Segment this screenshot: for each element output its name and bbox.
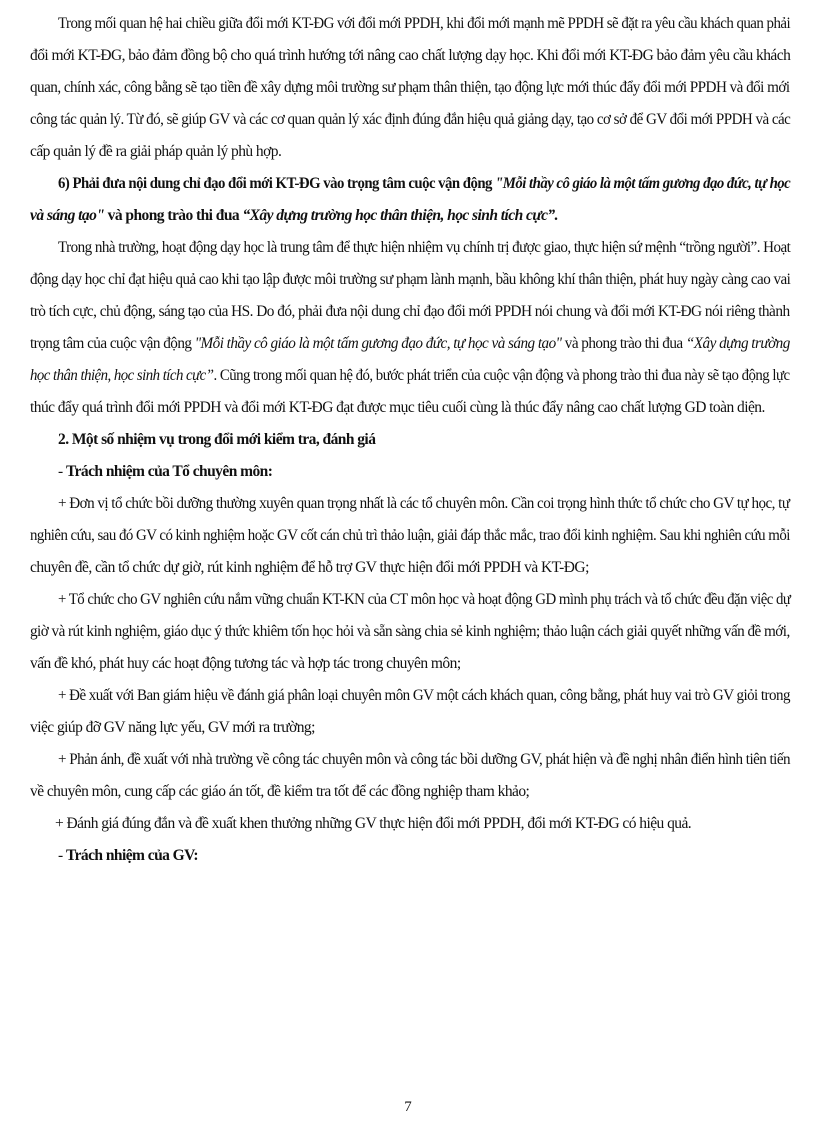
- paragraph-2-line-4: [30, 334, 790, 354]
- heading-6-quote-2: “Xây dựng trường học thân thiện, học sinh tích cực”.: [242, 207, 558, 224]
- subheading-gv-text: Trách nhiệm của GV:: [65, 847, 199, 864]
- section-2-heading: 2. Một số nhiệm vụ trong đổi mới kiểm tra, đánh giá: [58, 431, 376, 448]
- paragraph-2-line-6: thúc đẩy quá trình đổi mới PPDH và đổi mới KT-ĐG đạt được mục tiêu cuối cùng là thúc đẩy nâng cao chất lượng GD toàn diện.: [30, 399, 765, 416]
- dash-bullet: -: [58, 463, 66, 480]
- paragraph-2-line-3: trò tích cực, chủ động, sáng tạo của HS. Do đó, phải đưa nội dung chỉ đạo đổi mới PPDH nói chung và đổi mới KT-ĐG nói riêng thành: [30, 303, 790, 320]
- paragraph-2-text-2: và phong trào thi đua: [561, 335, 686, 352]
- subheading-gv: [58, 846, 790, 866]
- heading-6-text-2: và phong trào thi đua: [104, 207, 243, 224]
- paragraph-2-line-2: động dạy học chỉ đạt hiệu quả cao khi tạo lập được môi trường sư phạm lành mạnh, bầu không khí thân thiện, phát huy ngày càng cao vai: [30, 271, 791, 288]
- paragraph-1-line-4: công tác quản lý. Từ đó, sẽ giúp GV và các cơ quan quản lý xác định đúng đắn hiệu quả giảng dạy, tạo cơ sở để GV đổi mới PPDH và các: [30, 111, 791, 128]
- item-5-line-1: + Đánh giá đúng đắn và đề xuất khen thưởng những GV thực hiện đổi mới PPDH, đổi mới KT-ĐG có hiệu quả.: [55, 815, 692, 832]
- item-2-line-3: vấn đề khó, phát huy các hoạt động tương tác và hợp tác trong chuyên môn;: [30, 655, 461, 672]
- paragraph-1-line-3: quan, chính xác, công bằng sẽ tạo tiền đề xây dựng môi trường sư phạm thân thiện, tạo động lực mới thúc đẩy đổi mới PPDH và đổi mới: [30, 79, 790, 96]
- paragraph-1-line-1: Trong mối quan hệ hai chiều giữa đổi mới KT-ĐG với đổi mới PPDH, khi đổi mới mạnh mẽ PPDH sẽ đặt ra yêu cầu khách quan phải: [58, 15, 791, 32]
- heading-6-quote: "Mỗi thầy cô giáo là một tấm gương đạo đức, tự học: [495, 175, 791, 192]
- paragraph-2-quote-2-end: học thân thiện, học sinh tích cực”: [30, 367, 214, 384]
- page-number: 7: [404, 1099, 412, 1115]
- paragraph-1-line-5: cấp quản lý đề ra giải pháp quản lý phù hợp.: [30, 143, 282, 160]
- item-2-line-1: + Tổ chức cho GV nghiên cứu nắm vững chuẩn KT-KN của CT môn học và hoạt động GD mình phụ trách và tổ chức đều đặn việc dự: [58, 591, 791, 608]
- item-4-line-2: về chuyên môn, cung cấp các giáo án tốt, đề kiểm tra tốt để các đồng nghiệp tham khảo;: [30, 783, 530, 800]
- item-1-line-2: nghiên cứu, sau đó GV có kinh nghiệm hoặc GV cốt cán chủ trì thảo luận, giải đáp thắc mắc, trao đổi kinh nghiệm. Sau khi nghiên cứu mỗi: [30, 527, 790, 544]
- dash-bullet-2: -: [58, 847, 66, 864]
- subheading-to-chuyen-mon: [58, 462, 790, 482]
- paragraph-2-text-3: . Cũng trong mối quan hệ đó, bước phát triển của cuộc vận động và phong trào thi đua này sẽ tạo động lực: [213, 367, 790, 384]
- item-1-line-3: chuyên đề, cần tổ chức dự giờ, rút kinh nghiệm để hỗ trợ GV thực hiện đổi mới PPDH và KT-ĐG;: [30, 559, 589, 576]
- item-3-line-1: + Đề xuất với Ban giám hiệu về đánh giá phân loại chuyên môn GV một cách khách quan, công bằng, phát huy vai trò GV giỏi trong: [58, 687, 790, 704]
- paragraph-2-quote-1: "Mỗi thầy cô giáo là một tấm gương đạo đức, tự học và sáng tạo": [194, 335, 562, 352]
- subheading-text: Trách nhiệm của Tổ chuyên môn:: [65, 463, 273, 480]
- item-2-line-2: giờ và rút kinh nghiệm, giáo dục ý thức khiêm tốn học hỏi và sẵn sàng chia sẻ kinh nghiệm; thảo luận cách giải quyết những vấn đề mới,: [30, 623, 790, 640]
- paragraph-2-line-5: [30, 366, 790, 386]
- heading-6-text: 6) Phải đưa nội dung chỉ đạo đổi mới KT-ĐG vào trọng tâm cuộc vận động: [58, 175, 496, 192]
- paragraph-2-line-1: Trong nhà trường, hoạt động dạy học là trung tâm để thực hiện nhiệm vụ chính trị được giao, thực hiện sứ mệnh “trồng người”. Hoạt: [58, 239, 791, 256]
- heading-6-quote-end: và sáng tạo": [30, 207, 105, 224]
- item-3-line-2: việc giúp đỡ GV năng lực yếu, GV mới ra trường;: [30, 719, 315, 736]
- heading-6-line-2: [30, 206, 790, 226]
- paragraph-2-quote-2: “Xây dựng trường: [685, 335, 790, 352]
- item-1-line-1: + Đơn vị tổ chức bồi dưỡng thường xuyên quan trọng nhất là các tổ chuyên môn. Cần coi trọng hình thức tổ chức cho GV tự học, tự: [58, 495, 790, 512]
- paragraph-2-text: trọng tâm của cuộc vận động: [30, 335, 195, 352]
- heading-6-line-1: [58, 174, 791, 194]
- paragraph-1-line-2: đổi mới KT-ĐG, bảo đảm đồng bộ cho quá trình hướng tới nâng cao chất lượng dạy học. Khi đổi mới KT-ĐG bảo đảm yêu cầu khách: [30, 47, 791, 64]
- item-4-line-1: + Phản ánh, đề xuất với nhà trường về công tác chuyên môn và công tác bồi dưỡng GV, phát hiện và đề nghị nhân điển hình tiên tiến: [58, 751, 790, 768]
